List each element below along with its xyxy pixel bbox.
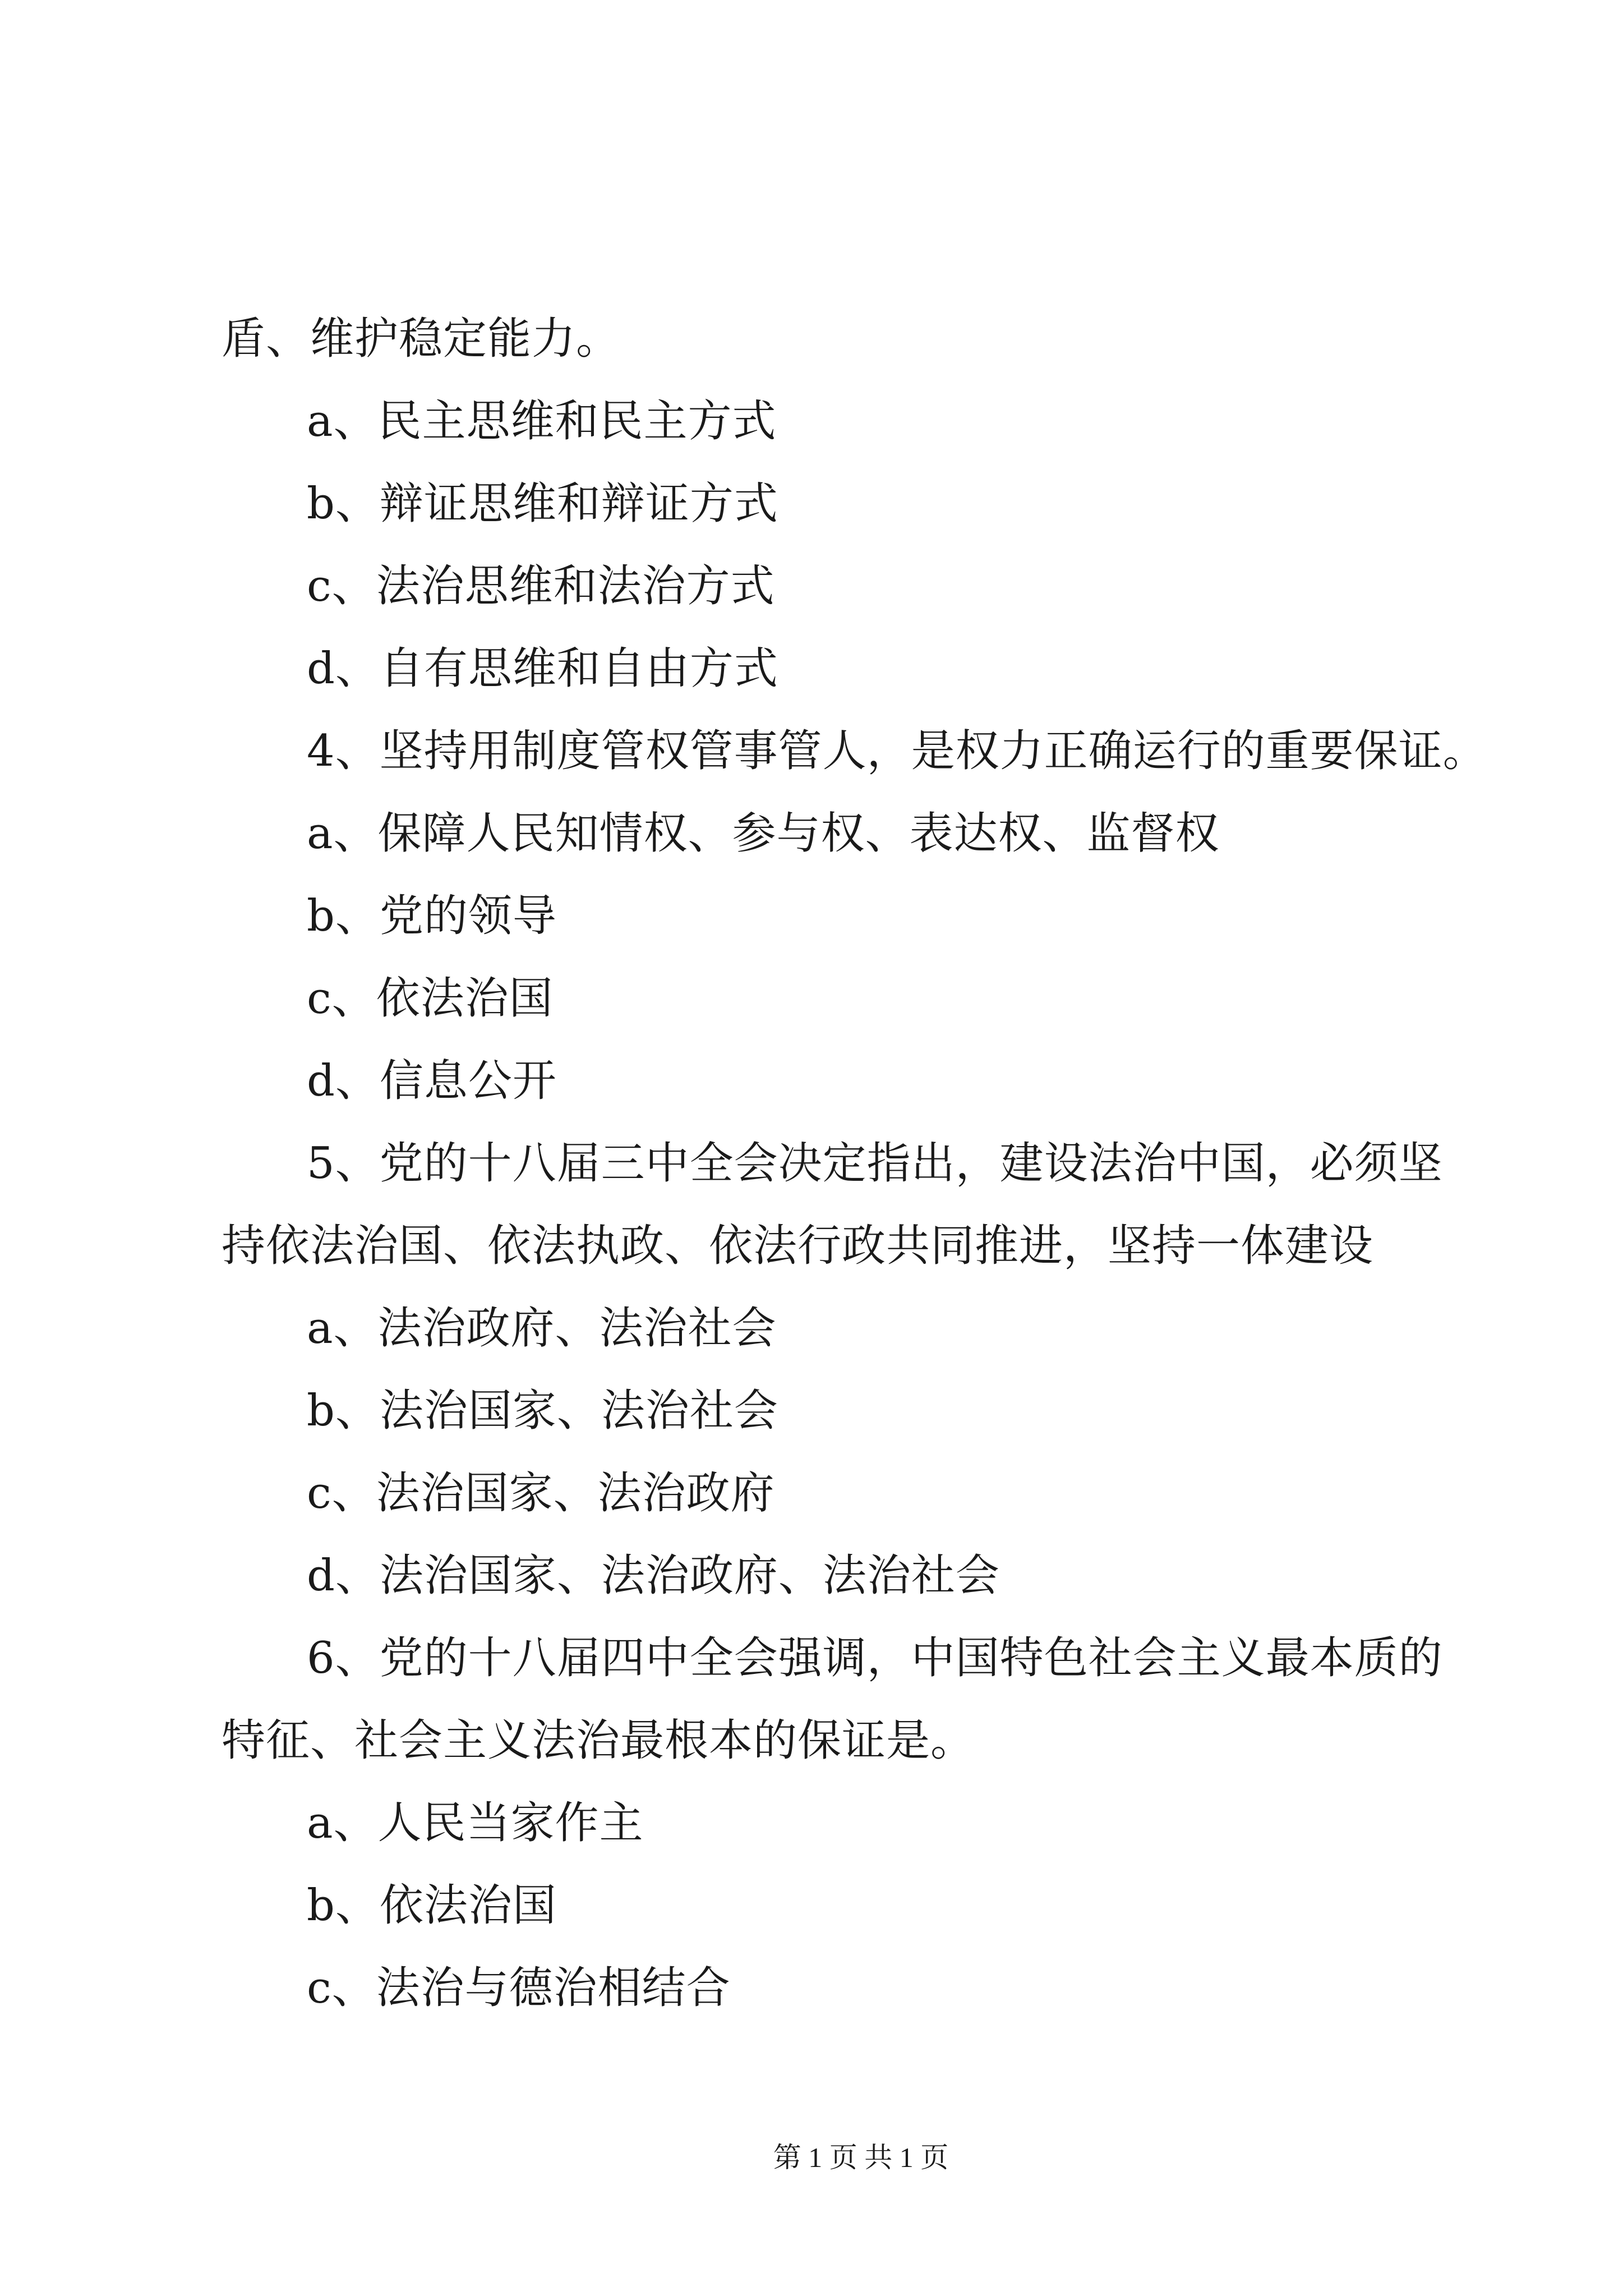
question-5-option-b: b、法治国家、法治社会 <box>307 1386 778 1436</box>
question-6-stem-line-2: 特征、社会主义法治最根本的保证是。 <box>222 1715 975 1766</box>
question-5-option-c: c、法治国家、法治政府 <box>307 1468 775 1519</box>
question-3-option-b: b、辩证思维和辩证方式 <box>307 478 778 529</box>
question-4-option-a: a、保障人民知情权、参与权、表达权、监督权 <box>307 808 1220 859</box>
question-5-stem-line-2: 持依法治国、依法执政、依法行政共同推进，坚持一体建设 <box>222 1221 1374 1271</box>
page-number-footer: 第 1 页 共 1 页 <box>773 2142 949 2173</box>
question-6-option-b: b、依法治国 <box>307 1880 557 1931</box>
question-4-stem: 4、坚持用制度管权管事管人，是权力正确运行的重要保证。 <box>307 726 1487 776</box>
question-3-stem-end: 盾、维护稳定能力。 <box>222 314 621 364</box>
question-5-option-a: a、法治政府、法治社会 <box>307 1303 777 1354</box>
question-6-stem-line-1: 6、党的十八届四中全会强调，中国特色社会主义最本质的 <box>307 1633 1443 1683</box>
question-3-option-d: d、自有思维和自由方式 <box>307 643 778 694</box>
question-3-option-a: a、民主思维和民主方式 <box>307 396 777 447</box>
question-4-option-d: d、信息公开 <box>307 1056 557 1106</box>
document-body <box>222 298 1511 2030</box>
question-4-option-b: b、党的领导 <box>307 891 557 941</box>
question-6-option-a: a、人民当家作主 <box>307 1798 644 1848</box>
question-3-option-c: c、法治思维和法治方式 <box>307 561 775 611</box>
question-5-option-d: d、法治国家、法治政府、法治社会 <box>307 1550 1000 1601</box>
question-4-option-c: c、依法治国 <box>307 973 554 1024</box>
question-5-stem-line-1: 5、党的十八届三中全会决定指出，建设法治中国，必须坚 <box>307 1138 1443 1189</box>
question-6-option-c: c、法治与德治相结合 <box>307 1963 731 2013</box>
